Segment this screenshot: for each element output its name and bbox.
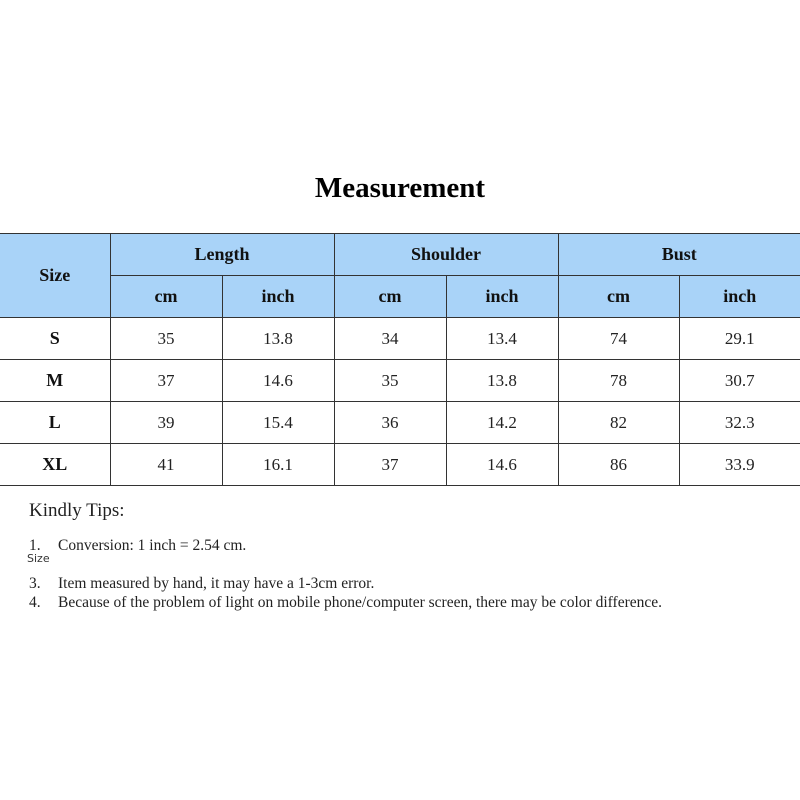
table-cell: 33.9 (679, 444, 800, 486)
unit-header: cm (334, 276, 446, 318)
table-cell: 34 (334, 318, 446, 360)
unit-header: inch (446, 276, 558, 318)
size-label: XL (0, 444, 110, 486)
tip-number: 4. (29, 594, 41, 611)
table-cell: 37 (110, 360, 222, 402)
size-chart (0, 233, 800, 486)
unit-header: inch (222, 276, 334, 318)
tip-text: Item measured by hand, it may have a 1-3cm error. (58, 575, 375, 592)
table-cell: 14.6 (222, 360, 334, 402)
table-row (0, 444, 800, 486)
table-cell: 41 (110, 444, 222, 486)
size-table (0, 233, 800, 486)
stray-size-label: Size (27, 552, 50, 565)
tip-text: Conversion: 1 inch = 2.54 cm. (58, 537, 247, 554)
table-cell: 36 (334, 402, 446, 444)
tip-number: 1. (29, 537, 41, 554)
tip-number: 3. (29, 575, 41, 592)
table-cell: 86 (558, 444, 679, 486)
tip-item (29, 536, 789, 555)
table-cell: 30.7 (679, 360, 800, 402)
table-cell: 15.4 (222, 402, 334, 444)
size-column-header: Size (0, 234, 110, 318)
table-row (0, 360, 800, 402)
tip-item (29, 574, 789, 593)
table-cell: 74 (558, 318, 679, 360)
tip-item (29, 593, 789, 612)
table-cell: 13.8 (446, 360, 558, 402)
table-cell: 14.2 (446, 402, 558, 444)
header-row-groups (0, 234, 800, 276)
length-header: Length (110, 234, 334, 276)
tip-text: Because of the problem of light on mobile phone/computer screen, there may be color difference. (58, 594, 662, 611)
size-label: S (0, 318, 110, 360)
table-cell: 35 (334, 360, 446, 402)
table-row (0, 318, 800, 360)
table-cell: 14.6 (446, 444, 558, 486)
table-cell: 13.4 (446, 318, 558, 360)
size-label: L (0, 402, 110, 444)
size-label: M (0, 360, 110, 402)
table-cell: 16.1 (222, 444, 334, 486)
header-row-units (0, 276, 800, 318)
unit-header: cm (110, 276, 222, 318)
table-cell: 35 (110, 318, 222, 360)
table-cell: 82 (558, 402, 679, 444)
table-cell: 29.1 (679, 318, 800, 360)
bust-header: Bust (558, 234, 800, 276)
table-cell: 32.3 (679, 402, 800, 444)
table-cell: 39 (110, 402, 222, 444)
page-title: Measurement (314, 172, 486, 204)
table-row (0, 402, 800, 444)
tip-spacer (29, 555, 789, 574)
table-cell: 78 (558, 360, 679, 402)
unit-header: cm (558, 276, 679, 318)
table-cell: 13.8 (222, 318, 334, 360)
tips-section (29, 500, 789, 612)
table-cell: 37 (334, 444, 446, 486)
shoulder-header: Shoulder (334, 234, 558, 276)
unit-header: inch (679, 276, 800, 318)
tips-heading: Kindly Tips: (29, 500, 125, 521)
